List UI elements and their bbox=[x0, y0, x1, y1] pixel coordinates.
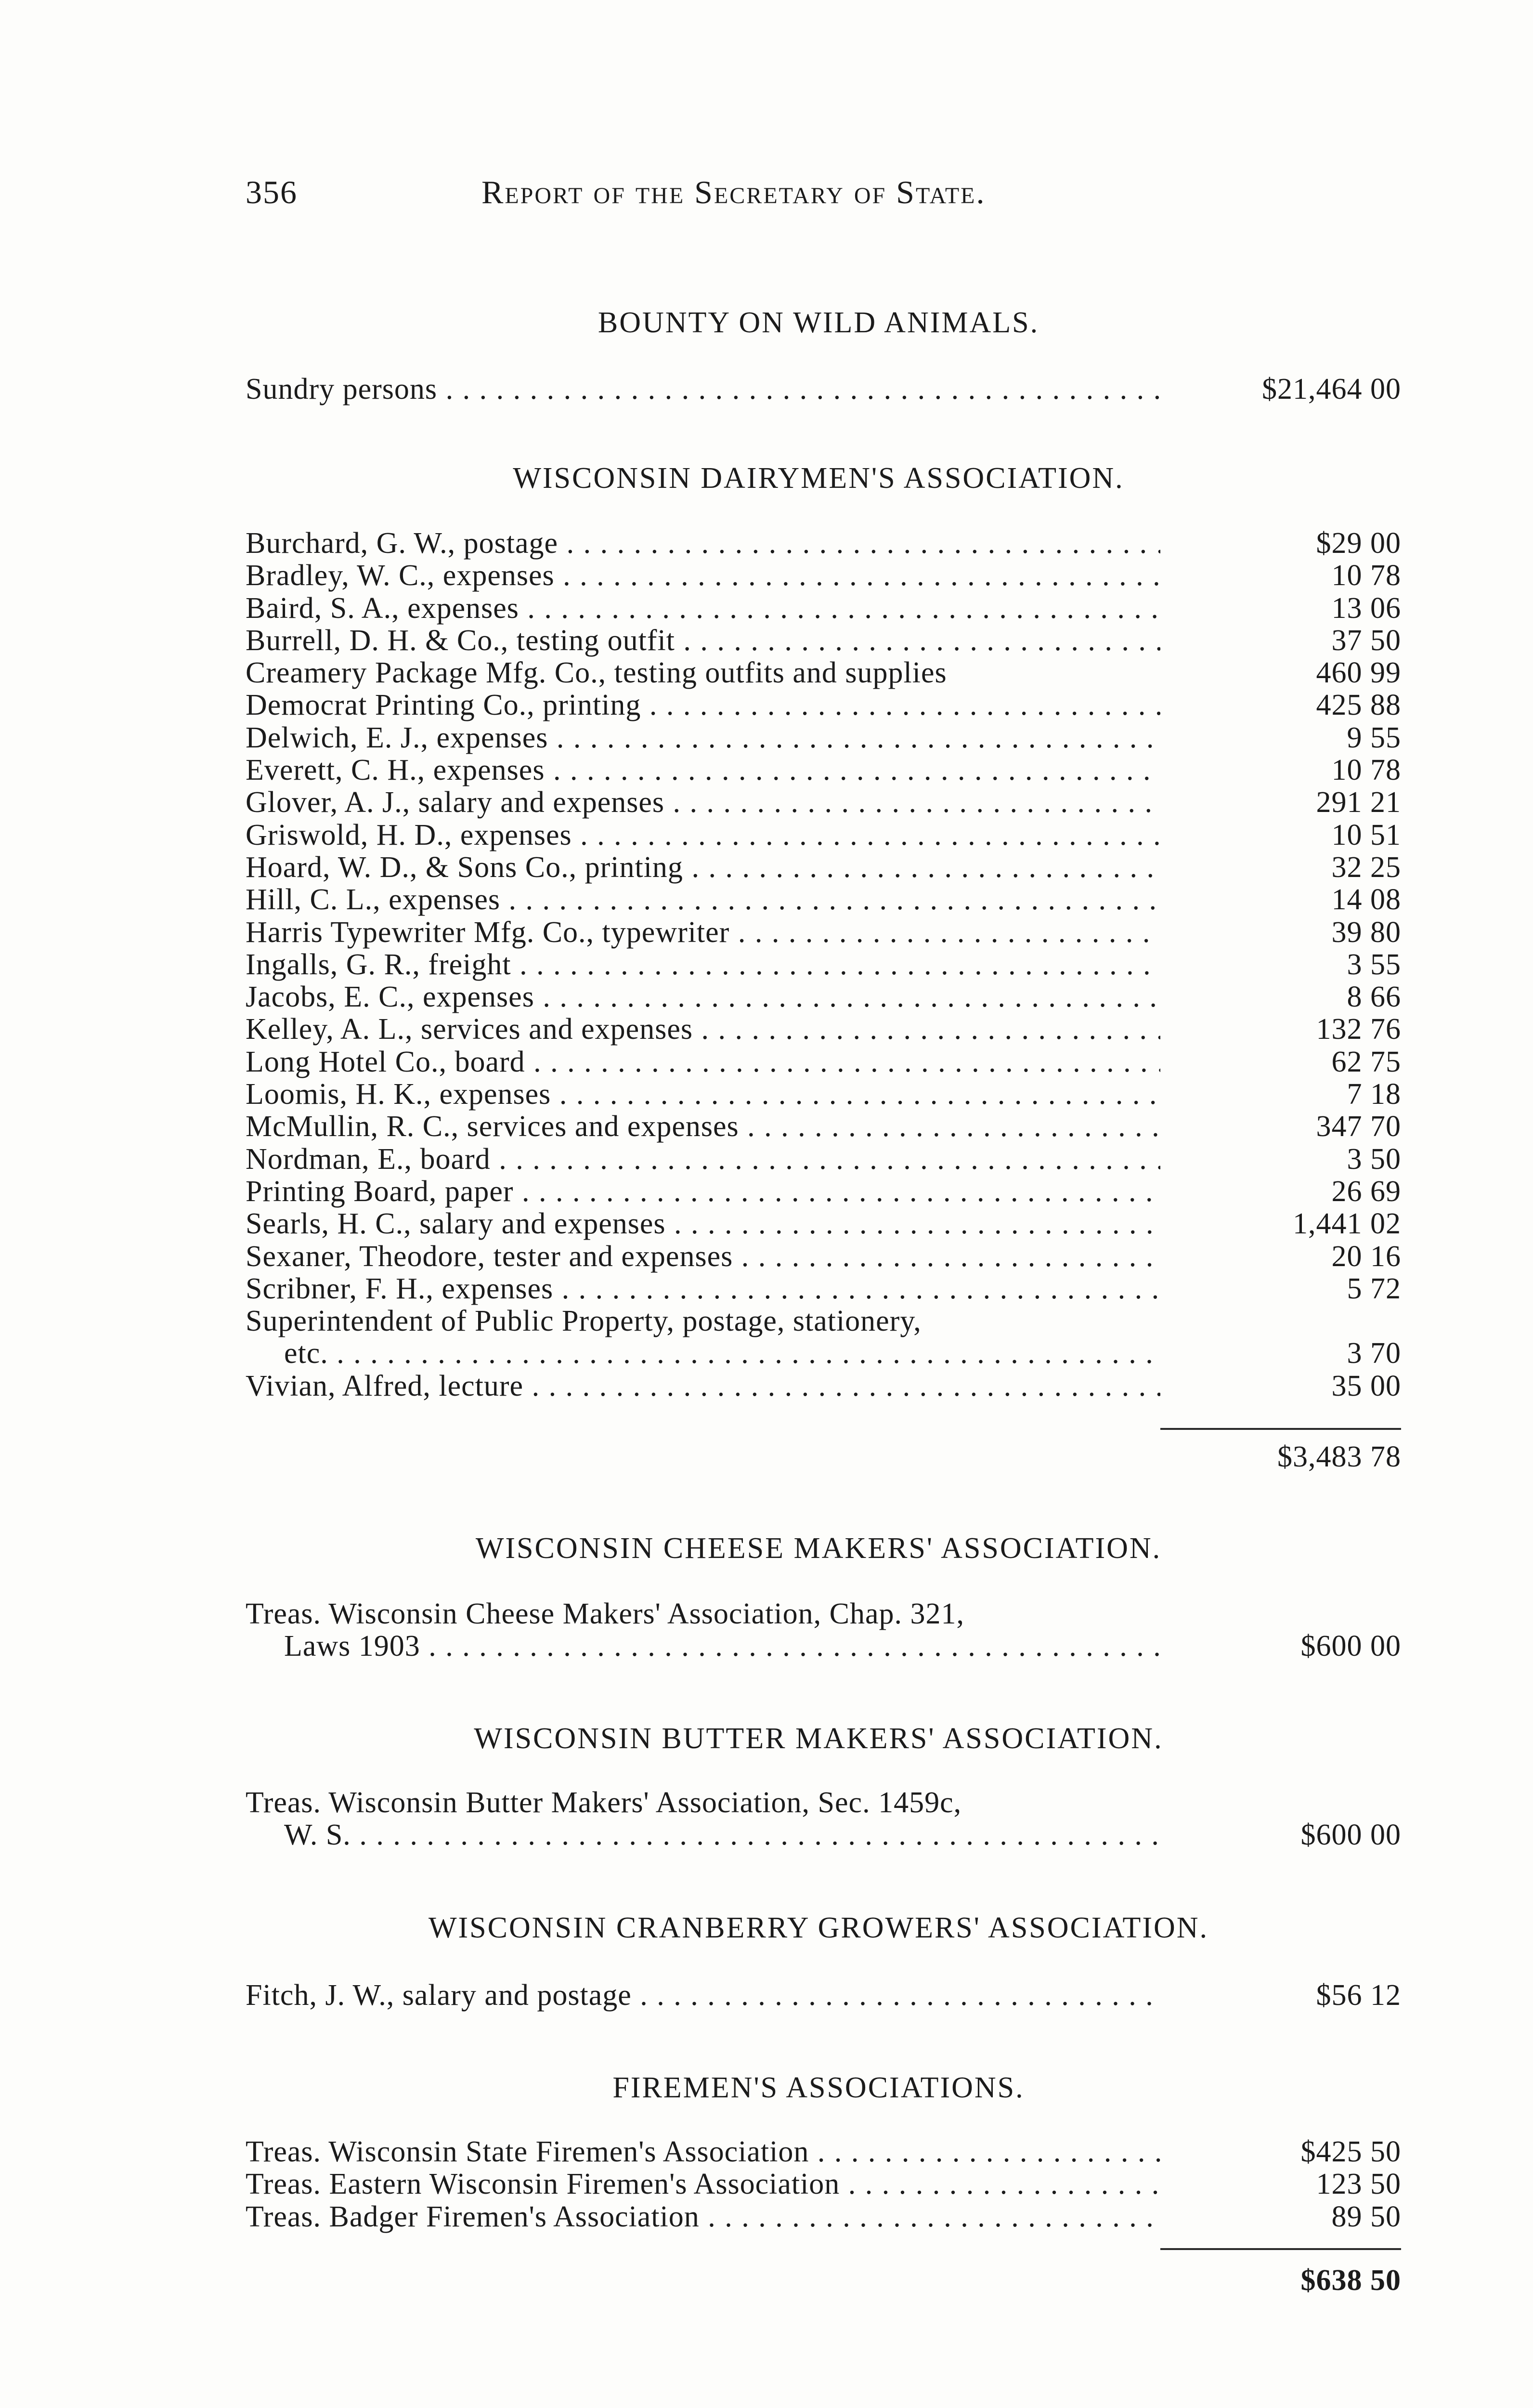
table-row bbox=[246, 2168, 1401, 2200]
row-amount: 89 50 bbox=[1331, 2200, 1401, 2233]
bounty-rows bbox=[246, 373, 1401, 406]
dairymen-rows bbox=[246, 527, 1401, 1402]
row-amount: 13 06 bbox=[1331, 591, 1401, 625]
row-label: Everett, C. H., expenses . . . bbox=[246, 754, 1160, 786]
row-label: Delwich, E. J., expenses . . . bbox=[246, 722, 1160, 754]
row-label: W. S. . . . bbox=[284, 1819, 1160, 1851]
section-title-dairymen: WISCONSIN DAIRYMEN'S ASSOCIATION. bbox=[513, 462, 1124, 495]
row-label: Printing Board, paper . . . bbox=[246, 1176, 1160, 1208]
table-row bbox=[246, 1013, 1401, 1046]
table-row bbox=[246, 560, 1401, 592]
table-row bbox=[246, 1305, 1401, 1337]
table-row bbox=[246, 1787, 1401, 1819]
table-row bbox=[246, 722, 1401, 754]
row-label: Ingalls, G. R., freight . . . bbox=[246, 949, 1160, 981]
row-label: Searls, H. C., salary and expenses . . . bbox=[246, 1208, 1160, 1240]
section-title-butter-makers: WISCONSIN BUTTER MAKERS' ASSOCIATION. bbox=[474, 1722, 1163, 1755]
row-label: Treas. Badger Firemen's Association . . . bbox=[246, 2201, 1160, 2233]
row-amount: 8 66 bbox=[1347, 981, 1401, 1014]
butter-makers-rows bbox=[246, 1787, 1401, 1852]
row-amount: 5 72 bbox=[1347, 1272, 1401, 1305]
table-row bbox=[246, 786, 1401, 819]
row-amount: 62 75 bbox=[1331, 1045, 1401, 1078]
page-header bbox=[246, 173, 1401, 222]
table-row bbox=[246, 1143, 1401, 1176]
total-rule bbox=[1160, 1428, 1401, 1430]
row-label: Long Hotel Co., board . . . bbox=[246, 1046, 1160, 1078]
table-row bbox=[246, 1176, 1401, 1208]
section-title-cheese-makers: WISCONSIN CHEESE MAKERS' ASSOCIATION. bbox=[475, 1532, 1162, 1565]
row-label: Burrell, D. H. & Co., testing outfit . . . bbox=[246, 625, 1160, 657]
row-label: Jacobs, E. C., expenses . . . bbox=[246, 981, 1160, 1013]
row-amount: $600 00 bbox=[1300, 1819, 1401, 1852]
row-amount: 32 25 bbox=[1331, 851, 1401, 884]
row-amount: 3 70 bbox=[1347, 1337, 1401, 1370]
row-label: McMullin, R. C., services and expenses . . . bbox=[246, 1111, 1160, 1143]
row-label: Vivian, Alfred, lecture . . . bbox=[246, 1370, 1160, 1402]
row-label: Sundry persons . . . bbox=[246, 373, 1160, 406]
row-amount: 10 51 bbox=[1331, 818, 1401, 851]
table-row bbox=[246, 625, 1401, 657]
row-label: Treas. Wisconsin State Firemen's Association . . . bbox=[246, 2136, 1160, 2168]
row-label: Treas. Wisconsin Cheese Makers' Association, Chap. 321, bbox=[246, 1598, 964, 1630]
running-title: Report of the Secretary of State. bbox=[481, 174, 986, 210]
section-total: $3,483 78 bbox=[1277, 1440, 1401, 1473]
table-row bbox=[246, 1111, 1401, 1143]
row-amount: $21,464 00 bbox=[1262, 373, 1401, 406]
row-label: Nordman, E., board . . . bbox=[246, 1143, 1160, 1176]
row-label: Democrat Printing Co., printing . . . bbox=[246, 689, 1160, 721]
row-amount: 123 50 bbox=[1316, 2168, 1401, 2201]
table-row bbox=[246, 1819, 1401, 1851]
row-amount: $600 00 bbox=[1300, 1630, 1401, 1663]
section-title-firemen: FIREMEN'S ASSOCIATIONS. bbox=[612, 2071, 1025, 2104]
table-row bbox=[246, 851, 1401, 884]
row-amount: 3 50 bbox=[1347, 1142, 1401, 1176]
row-amount: 10 78 bbox=[1331, 559, 1401, 592]
table-row bbox=[246, 1046, 1401, 1078]
row-label: Fitch, J. W., salary and postage . . . bbox=[246, 1979, 1160, 2012]
table-row bbox=[246, 1241, 1401, 1273]
row-amount: 9 55 bbox=[1347, 721, 1401, 754]
table-row bbox=[246, 754, 1401, 786]
table-row bbox=[246, 949, 1401, 981]
row-amount: 37 50 bbox=[1331, 624, 1401, 657]
row-label: Scribner, F. H., expenses . . . bbox=[246, 1273, 1160, 1305]
row-label: Griswold, H. D., expenses . . . bbox=[246, 819, 1160, 851]
table-row bbox=[246, 916, 1401, 949]
row-label: Kelley, A. L., services and expenses . . . bbox=[246, 1013, 1160, 1046]
row-amount: 3 55 bbox=[1347, 948, 1401, 981]
table-row bbox=[246, 1979, 1401, 2012]
row-label: etc. . . . bbox=[284, 1337, 1160, 1370]
row-label: Baird, S. A., expenses . . . bbox=[246, 592, 1160, 625]
table-row bbox=[246, 1208, 1401, 1240]
row-amount: 10 78 bbox=[1331, 754, 1401, 787]
row-amount: 1,441 02 bbox=[1293, 1207, 1401, 1241]
row-amount: $56 12 bbox=[1316, 1979, 1401, 2012]
table-row bbox=[246, 819, 1401, 851]
row-label: Harris Typewriter Mfg. Co., typewriter . . . bbox=[246, 916, 1160, 949]
row-amount: 14 08 bbox=[1331, 883, 1401, 916]
row-amount: $425 50 bbox=[1300, 2135, 1401, 2168]
table-row bbox=[246, 1078, 1401, 1111]
section-title-bounty: BOUNTY ON WILD ANIMALS. bbox=[598, 306, 1039, 339]
row-amount: 132 76 bbox=[1316, 1013, 1401, 1046]
section-title-cranberry-growers: WISCONSIN CRANBERRY GROWERS' ASSOCIATION. bbox=[428, 1911, 1209, 1944]
row-amount: 347 70 bbox=[1316, 1110, 1401, 1143]
table-row bbox=[246, 981, 1401, 1013]
row-amount: $29 00 bbox=[1316, 527, 1401, 560]
section-total: $638 50 bbox=[1300, 2264, 1401, 2297]
table-row bbox=[246, 1598, 1401, 1630]
total-rule bbox=[1160, 2248, 1401, 2250]
row-label: Bradley, W. C., expenses . . . bbox=[246, 560, 1160, 592]
table-row bbox=[246, 1370, 1401, 1402]
table-row bbox=[246, 527, 1401, 560]
row-label: Burchard, G. W., postage . . . bbox=[246, 527, 1160, 560]
row-label: Hoard, W. D., & Sons Co., printing . . . bbox=[246, 851, 1160, 884]
table-row bbox=[246, 1337, 1401, 1370]
table-row bbox=[246, 657, 1401, 689]
page-number: 356 bbox=[246, 174, 298, 210]
row-amount: 20 16 bbox=[1331, 1240, 1401, 1273]
table-row bbox=[246, 1273, 1401, 1305]
row-amount: 291 21 bbox=[1316, 786, 1401, 819]
row-amount: 39 80 bbox=[1331, 916, 1401, 949]
row-label: Superintendent of Public Property, postage, stationery, bbox=[246, 1305, 922, 1338]
cheese-makers-rows bbox=[246, 1598, 1401, 1663]
cranberry-growers-rows bbox=[246, 1979, 1401, 2012]
row-label: Sexaner, Theodore, tester and expenses . . . bbox=[246, 1241, 1160, 1273]
table-row bbox=[246, 373, 1401, 406]
firemen-rows bbox=[246, 2136, 1401, 2233]
row-amount: 35 00 bbox=[1331, 1369, 1401, 1402]
row-label: Hill, C. L., expenses . . . bbox=[246, 884, 1160, 916]
table-row bbox=[246, 1630, 1401, 1662]
row-label: Treas. Eastern Wisconsin Firemen's Association . . . bbox=[246, 2168, 1160, 2200]
row-label: Creamery Package Mfg. Co., testing outfits and supplies bbox=[246, 657, 947, 690]
table-row bbox=[246, 2201, 1401, 2233]
row-label: Treas. Wisconsin Butter Makers' Association, Sec. 1459c, bbox=[246, 1787, 962, 1819]
row-label: Glover, A. J., salary and expenses . . . bbox=[246, 786, 1160, 819]
table-row bbox=[246, 2136, 1401, 2168]
table-row bbox=[246, 592, 1401, 625]
row-amount: 7 18 bbox=[1347, 1078, 1401, 1111]
table-row bbox=[246, 689, 1401, 721]
row-amount: 425 88 bbox=[1316, 689, 1401, 722]
row-amount: 26 69 bbox=[1331, 1175, 1401, 1208]
table-row bbox=[246, 884, 1401, 916]
row-amount: 460 99 bbox=[1316, 656, 1401, 690]
row-label: Loomis, H. K., expenses . . . bbox=[246, 1078, 1160, 1111]
row-label: Laws 1903 . . . bbox=[284, 1630, 1160, 1662]
